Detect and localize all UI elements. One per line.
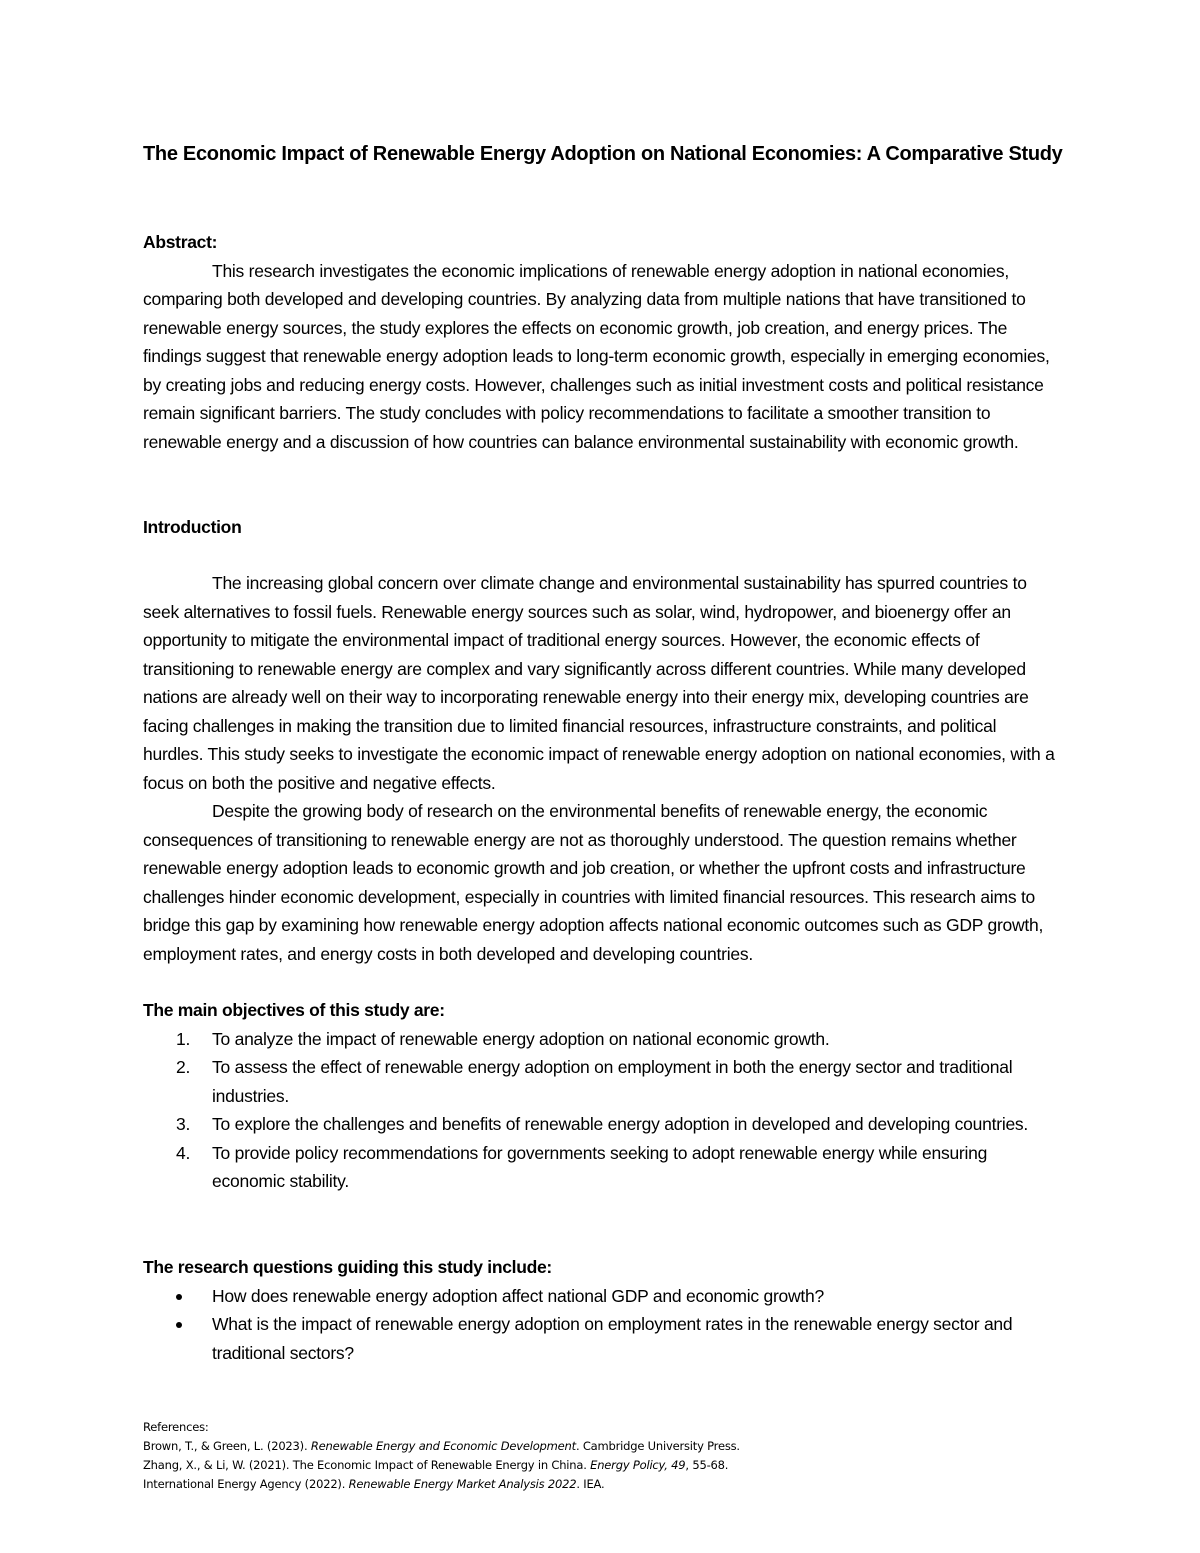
document-title: The Economic Impact of Renewable Energy Adoption on National Economies: A Comparative Study (143, 143, 1063, 165)
abstract-section (143, 228, 1058, 456)
bullet-icon (176, 1294, 182, 1300)
abstract-text: This research investigates the economic implications of renewable energy adoption in national economies, comparing both developed and developing countries. By analyzing data from multiple nations that have transitioned to renewable energy sources, the study explores the effects on economic growth, job creation, and energy prices. The findings suggest that renewable energy adoption leads to long-term economic growth, especially in emerging economies, by creating jobs and reducing energy costs. However, challenges such as initial investment costs and political resistance remain significant barriers. The study concludes with policy recommendations to facilitate a smoother transition to renewable energy and a discussion of how countries can balance environmental sustainability with economic growth. (143, 260, 1050, 452)
list-number: 1. (176, 1028, 191, 1049)
reference-text: . Cambridge University Press. (575, 1439, 740, 1453)
objective-item (143, 1110, 1058, 1139)
research-question-item (143, 1310, 1058, 1367)
objective-text: To assess the effect of renewable energy adoption on employment in both the energy sector and traditional industries. (212, 1057, 1013, 1106)
introduction-heading: Introduction (143, 517, 242, 537)
reference-text: . IEA. (576, 1477, 605, 1491)
reference-entry (143, 1475, 1058, 1494)
research-question-text: How does renewable energy adoption affect national GDP and economic growth? (212, 1285, 824, 1306)
reference-entry (143, 1437, 1058, 1456)
introduction-section (143, 569, 1058, 968)
objective-item (143, 1139, 1058, 1196)
research-question-item (143, 1282, 1058, 1311)
objectives-list (143, 1025, 1058, 1196)
objective-item (143, 1025, 1058, 1054)
research-questions-list (143, 1282, 1058, 1368)
research-questions-heading: The research questions guiding this study include: (143, 1257, 552, 1277)
reference-text: , 55-68. (685, 1458, 729, 1472)
reference-italic-title: Renewable Energy and Economic Development (310, 1439, 576, 1453)
references-heading: References: (143, 1420, 209, 1434)
objectives-section (143, 996, 1058, 1196)
objective-text: To analyze the impact of renewable energy adoption on national economic growth. (212, 1028, 830, 1049)
research-question-text: What is the impact of renewable energy adoption on employment rates in the renewable energy sector and traditional sectors? (212, 1314, 1013, 1363)
list-number: 2. (176, 1057, 191, 1077)
reference-italic-title: Renewable Energy Market Analysis 2022 (348, 1477, 577, 1491)
introduction-paragraph-1: The increasing global concern over climate change and environmental sustainability has spurred countries to seek alternatives to fossil fuels. Renewable energy sources such as solar, wind, hydropower, and bioenergy offer an opportunity to mitigate the environmental impact of traditional energy sources. However, the economic effects of transitioning to renewable energy are complex and vary significantly across different countries. While many developed nations are already well on their way to incorporating renewable energy into their energy mix, developing countries are facing challenges in making the transition due to limited financial resources, infrastructure constraints, and political hurdles. This study seeks to investigate the economic impact of renewable energy adoption on national economies, with a focus on both the positive and negative effects. (143, 573, 1055, 793)
objective-text: To provide policy recommendations for governments seeking to adopt renewable energy while ensuring economic stability. (212, 1142, 988, 1191)
reference-entry (143, 1456, 1058, 1475)
reference-text: International Energy Agency (2022). (143, 1477, 349, 1491)
reference-text: Zhang, X., & Li, W. (2021). The Economic Impact of Renewable Energy in China. (143, 1458, 591, 1472)
objectives-heading: The main objectives of this study are: (143, 1000, 445, 1020)
list-number: 4. (176, 1142, 191, 1163)
introduction-paragraph-2: Despite the growing body of research on the environmental benefits of renewable energy, the economic consequences of transitioning to renewable energy are not as thoroughly understood. The question remains whether renewable energy adoption leads to economic growth and job creation, or whether the upfront costs and infrastructure challenges hinder economic development, especially in countries with limited financial resources. This research aims to bridge this gap by examining how renewable energy adoption affects national economic outcomes such as GDP growth, employment rates, and energy costs in both developed and developing countries. (143, 801, 1044, 964)
abstract-heading: Abstract: (143, 232, 218, 252)
bullet-icon (176, 1322, 182, 1328)
research-questions-section (143, 1253, 1058, 1367)
objective-item (143, 1053, 1058, 1110)
reference-italic-title: Energy Policy, 49 (590, 1458, 686, 1472)
list-number: 3. (176, 1114, 191, 1134)
reference-text: Brown, T., & Green, L. (2023). (143, 1439, 311, 1453)
references-section (143, 1418, 1058, 1494)
objective-text: To explore the challenges and benefits of renewable energy adoption in developed and developing countries. (212, 1114, 1029, 1134)
